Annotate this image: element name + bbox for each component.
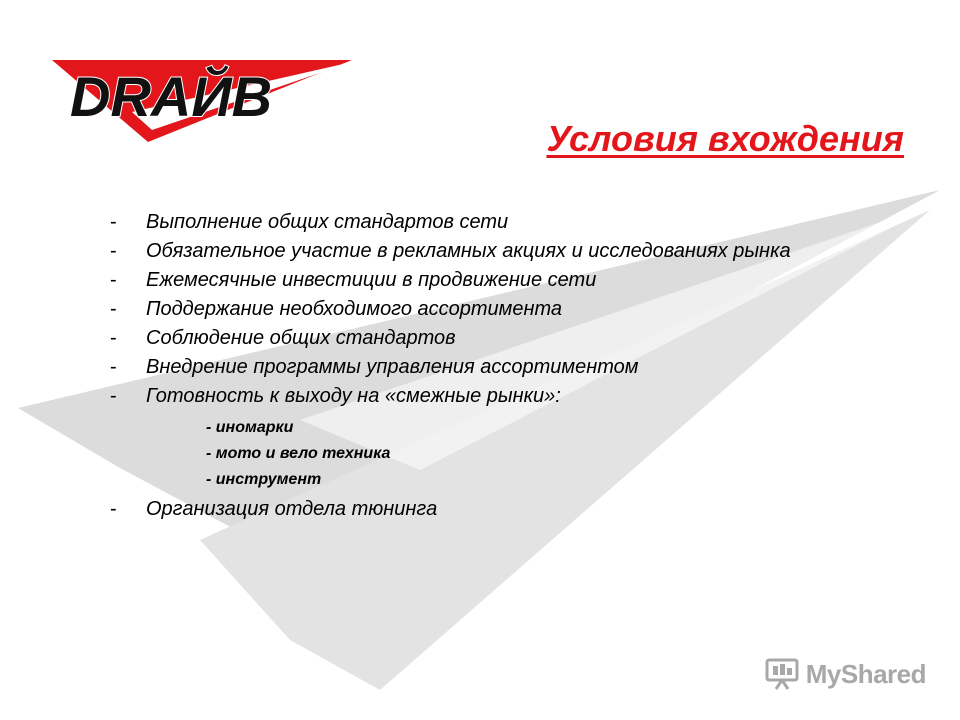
list-item-text: Соблюдение общих стандартов [146, 327, 456, 349]
list-dash: - [110, 298, 117, 320]
list-item-text: Обязательное участие в рекламных акциях и исследованиях рынка [146, 240, 791, 262]
list-dash: - [110, 327, 117, 349]
sublist-item: - мото и вело техника [206, 445, 391, 462]
list-dash: - [110, 498, 117, 520]
list-item [110, 208, 870, 237]
logo-text: DRАЙВ [70, 65, 273, 128]
watermark-text: MyShared [805, 658, 926, 689]
list-item-text: Выполнение общих стандартов сети [146, 211, 509, 233]
list-item [110, 237, 870, 266]
list-dash: - [110, 385, 117, 407]
logo [52, 50, 352, 150]
list-item-text: Ежемесячные инвестиции в продвижение сети [146, 269, 597, 291]
conditions-list [110, 208, 870, 524]
list-item [110, 266, 870, 295]
page-title: Условия вхождения [546, 118, 904, 159]
list-item [110, 382, 870, 411]
list-item-text: Готовность к выходу на «смежные рынки»: [146, 385, 561, 407]
list-item [110, 295, 870, 324]
markets-sublist [206, 415, 870, 493]
list-dash: - [110, 356, 117, 378]
list-item [110, 324, 870, 353]
watermark [764, 656, 926, 692]
sublist-item: - иномарки [206, 419, 294, 436]
list-dash: - [110, 211, 117, 233]
list-dash: - [110, 240, 117, 262]
list-item-text: Внедрение программы управления ассортиментом [146, 356, 639, 378]
list-item-text: Поддержание необходимого ассортимента [146, 298, 563, 320]
presentation-icon [764, 656, 800, 692]
list-item [110, 495, 870, 524]
list-dash: - [110, 269, 117, 291]
sublist-item: - инструмент [206, 471, 322, 488]
list-item-text: Организация отдела тюнинга [146, 498, 438, 520]
list-item [110, 353, 870, 382]
